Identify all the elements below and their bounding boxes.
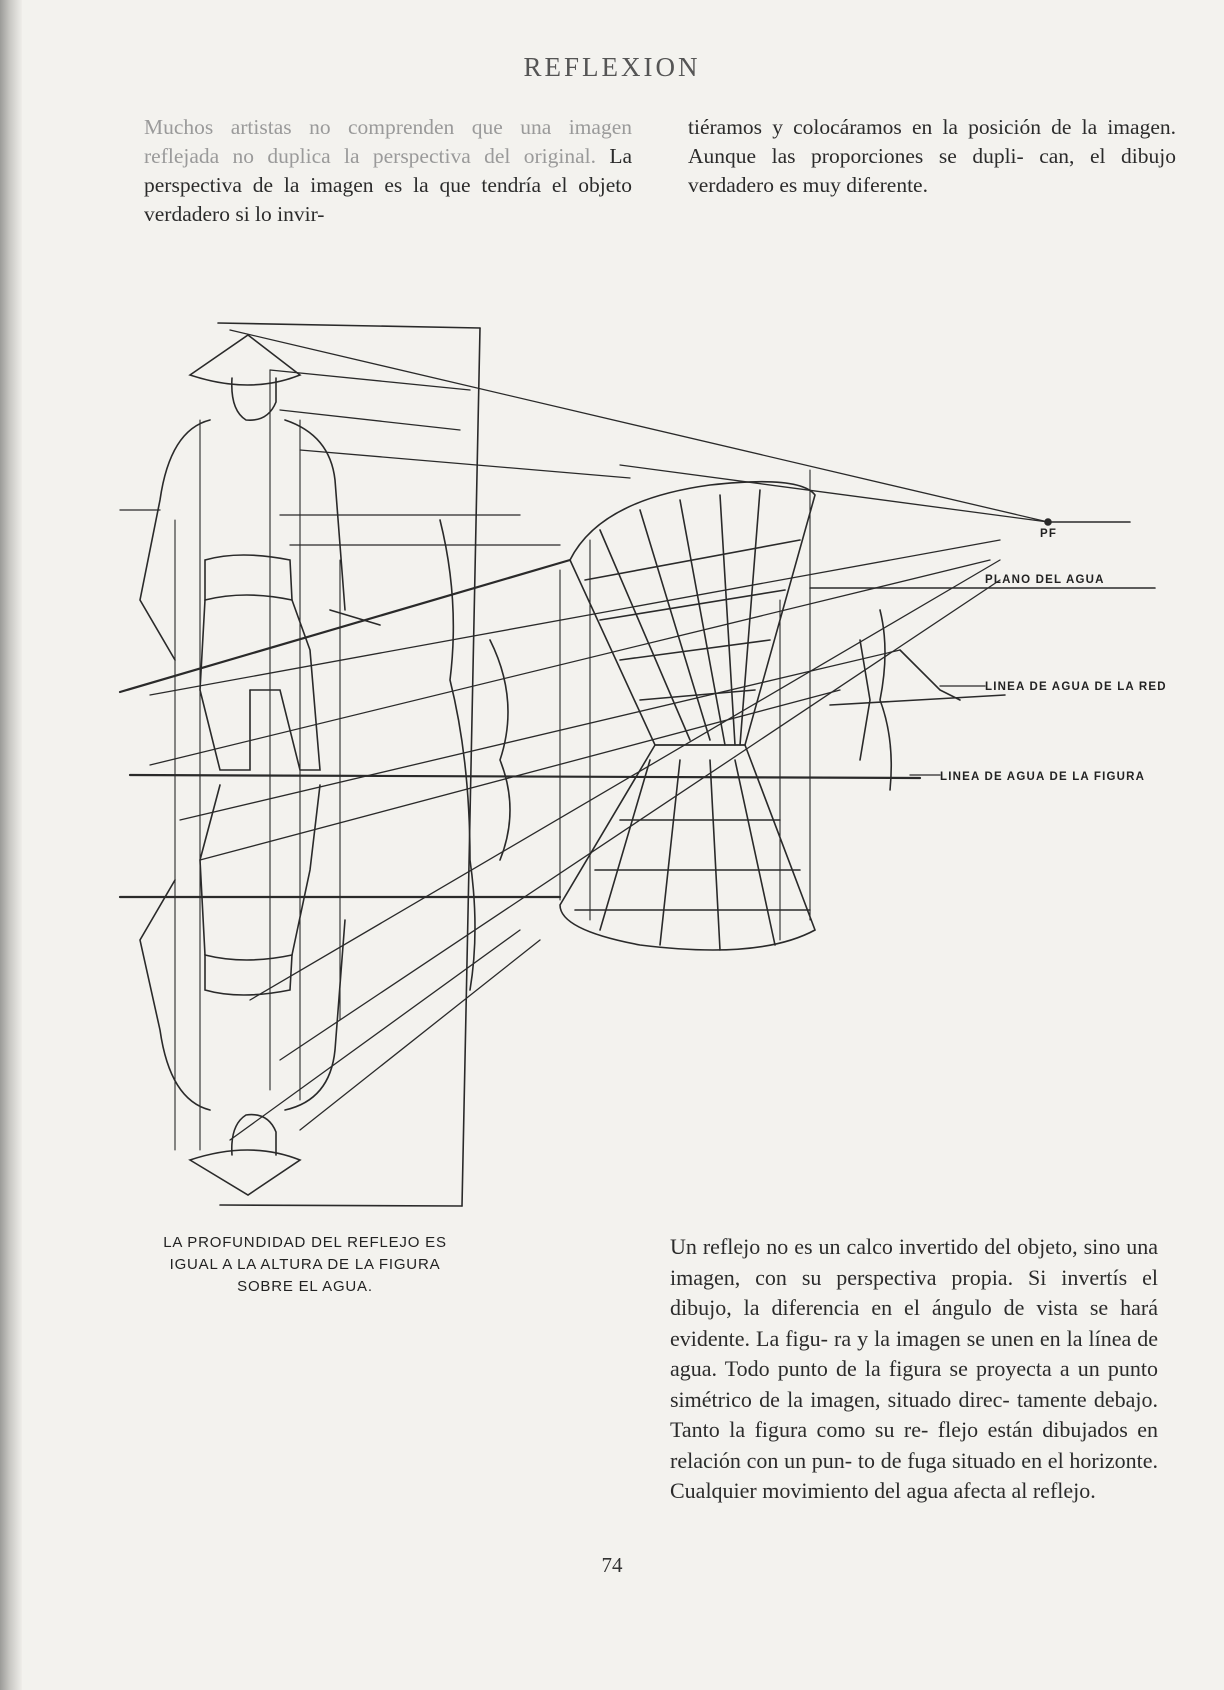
- label-water-plane: PLANO DEL AGUA: [985, 574, 1105, 586]
- reeds: [440, 520, 960, 990]
- label-net-waterline: LINEA DE AGUA DE LA RED: [985, 681, 1167, 693]
- intro-faded-text: Muchos artistas no comprenden que una imagen reflejada no duplica la perspectiva del original.: [144, 115, 632, 168]
- fisherman-reflection: [140, 785, 345, 1195]
- vanishing-point-marker: [1045, 519, 1051, 525]
- illustration-caption: [150, 1232, 460, 1298]
- caption-line-2: IGUAL A LA ALTURA DE LA FIGURA: [169, 1256, 441, 1273]
- fisherman-figure: [140, 335, 380, 770]
- label-pf: PF: [1040, 528, 1058, 540]
- vertical-projection-lines: [175, 370, 810, 1150]
- body-text: [670, 1232, 1158, 1507]
- label-figure-waterline: LINEA DE AGUA DE LA FIGURA: [940, 771, 1146, 783]
- water-lines: [130, 522, 1155, 778]
- caption-line-1: LA PROFUNDIDAD DEL REFLEJO ES: [163, 1234, 447, 1251]
- fishing-net: [570, 482, 815, 745]
- page-title: REFLEXION: [523, 52, 701, 82]
- body-paragraph: Un reflejo no es un calco invertido del objeto, sino una imagen, con su perspectiva propia. Si invertís el dibujo, la diferencia en el ángulo de vista se hará evidente. La figu- ra y la imagen se unen en la línea de agua. Todo punto de la figura se proyecta a un punto simétrico de la imagen, situado direc- tamente debajo. Tanto la figura como su re- flejo están dibujados en relación con un pun- to de fuga situado en el horizonte. Cualquier movimiento del agua afecta al reflejo.: [670, 1234, 1158, 1503]
- height-depth-bracket: [218, 323, 480, 1206]
- page-number: 74: [601, 1553, 623, 1577]
- caption-line-3: SOBRE EL AGUA.: [237, 1278, 373, 1295]
- intro-text-left-rest: La perspectiva de la imagen es la que tendría el objeto verdadero si lo invir-: [144, 144, 632, 226]
- intro-text-right-paragraph: tiéramos y colocáramos en la posición de la imagen. Aunque las proporciones se dupli- can, el dibujo verdadero es muy diferente.: [688, 115, 1176, 197]
- perspective-lines: [120, 330, 1048, 1140]
